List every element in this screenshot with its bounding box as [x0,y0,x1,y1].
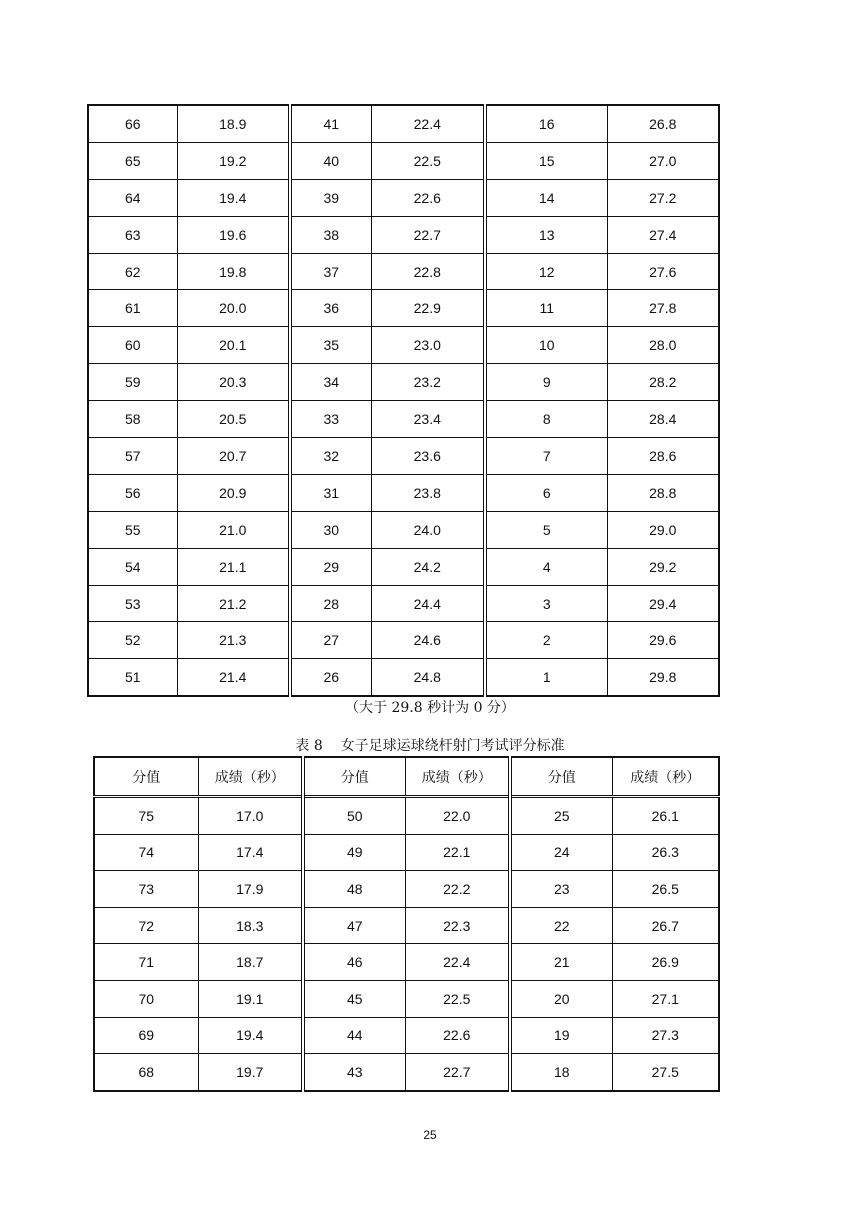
time-cell: 19.1 [198,980,303,1017]
score-cell: 15 [485,142,607,179]
score-cell: 16 [485,105,607,142]
time-cell: 21.3 [177,622,290,659]
time-cell: 22.5 [371,142,485,179]
time-cell: 28.8 [607,474,719,511]
score-cell: 24 [510,834,612,871]
score-cell: 32 [290,438,371,475]
time-cell: 23.4 [371,401,485,438]
table-row [88,105,719,142]
time-cell: 22.8 [371,253,485,290]
table-row [88,474,719,511]
table-row [88,659,719,696]
score-cell: 55 [88,511,177,548]
time-cell: 19.4 [177,179,290,216]
time-cell: 20.0 [177,290,290,327]
table-row [88,290,719,327]
score-cell: 14 [485,179,607,216]
score-cell: 34 [290,364,371,401]
table-row [94,871,719,908]
time-cell: 29.2 [607,548,719,585]
time-cell: 22.7 [371,216,485,253]
score-cell: 48 [303,871,405,908]
time-cell: 20.7 [177,438,290,475]
score-cell: 41 [290,105,371,142]
score-cell: 11 [485,290,607,327]
score-cell: 65 [88,142,177,179]
time-cell: 26.3 [612,834,719,871]
score-cell: 31 [290,474,371,511]
score-cell: 53 [88,585,177,622]
score-cell: 23 [510,871,612,908]
column-header: 分值 [303,757,405,797]
score-cell: 26 [290,659,371,696]
score-cell: 70 [94,980,198,1017]
time-cell: 27.3 [612,1017,719,1054]
score-cell: 49 [303,834,405,871]
time-cell: 21.2 [177,585,290,622]
column-header: 分值 [94,757,198,797]
time-cell: 26.7 [612,907,719,944]
time-cell: 23.6 [371,438,485,475]
time-cell: 21.0 [177,511,290,548]
table-row [88,438,719,475]
time-cell: 29.6 [607,622,719,659]
table-row [88,216,719,253]
score-cell: 39 [290,179,371,216]
score-cell: 59 [88,364,177,401]
time-cell: 26.5 [612,871,719,908]
score-cell: 25 [510,797,612,835]
time-cell: 27.1 [612,980,719,1017]
table-row [88,142,719,179]
score-cell: 56 [88,474,177,511]
time-cell: 27.8 [607,290,719,327]
time-cell: 22.0 [405,797,510,835]
time-cell: 22.1 [405,834,510,871]
table-header-row [94,757,719,797]
time-cell: 24.8 [371,659,485,696]
table-row [94,1054,719,1091]
time-cell: 23.8 [371,474,485,511]
score-cell: 12 [485,253,607,290]
time-cell: 22.2 [405,871,510,908]
time-cell: 19.6 [177,216,290,253]
score-cell: 45 [303,980,405,1017]
time-cell: 27.0 [607,142,719,179]
time-cell: 22.5 [405,980,510,1017]
score-cell: 2 [485,622,607,659]
time-cell: 24.0 [371,511,485,548]
time-cell: 23.0 [371,327,485,364]
score-cell: 27 [290,622,371,659]
time-cell: 18.3 [198,907,303,944]
table-row [94,797,719,835]
table-row [88,327,719,364]
column-header: 成绩（秒） [405,757,510,797]
table-row [94,980,719,1017]
score-cell: 36 [290,290,371,327]
time-cell: 22.4 [371,105,485,142]
time-cell: 18.9 [177,105,290,142]
table-note: （大于 29.8 秒计为 0 分） [345,700,515,716]
table-row [88,401,719,438]
time-cell: 22.6 [371,179,485,216]
score-cell: 63 [88,216,177,253]
score-cell: 8 [485,401,607,438]
table-row [88,622,719,659]
score-cell: 50 [303,797,405,835]
time-cell: 29.0 [607,511,719,548]
score-cell: 73 [94,871,198,908]
score-cell: 20 [510,980,612,1017]
table-row [88,548,719,585]
score-cell: 68 [94,1054,198,1091]
time-cell: 28.6 [607,438,719,475]
score-cell: 7 [485,438,607,475]
time-cell: 21.4 [177,659,290,696]
score-cell: 3 [485,585,607,622]
time-cell: 27.4 [607,216,719,253]
time-cell: 22.9 [371,290,485,327]
time-cell: 26.1 [612,797,719,835]
time-cell: 24.2 [371,548,485,585]
score-cell: 52 [88,622,177,659]
column-header: 分值 [510,757,612,797]
score-cell: 4 [485,548,607,585]
score-cell: 40 [290,142,371,179]
score-cell: 33 [290,401,371,438]
time-cell: 24.6 [371,622,485,659]
table-row [88,179,719,216]
score-cell: 43 [303,1054,405,1091]
score-cell: 9 [485,364,607,401]
time-cell: 19.8 [177,253,290,290]
score-cell: 10 [485,327,607,364]
table-row [94,834,719,871]
column-header: 成绩（秒） [198,757,303,797]
table-row [94,944,719,981]
table-row [88,511,719,548]
table-row [88,585,719,622]
time-cell: 19.2 [177,142,290,179]
score-cell: 37 [290,253,371,290]
score-cell: 1 [485,659,607,696]
score-cell: 44 [303,1017,405,1054]
time-cell: 17.4 [198,834,303,871]
time-cell: 26.8 [607,105,719,142]
time-cell: 27.5 [612,1054,719,1091]
time-cell: 19.7 [198,1054,303,1091]
score-cell: 35 [290,327,371,364]
time-cell: 22.3 [405,907,510,944]
score-cell: 46 [303,944,405,981]
score-cell: 69 [94,1017,198,1054]
time-cell: 17.9 [198,871,303,908]
time-cell: 22.4 [405,944,510,981]
time-cell: 26.9 [612,944,719,981]
score-cell: 54 [88,548,177,585]
score-table-continued [87,104,720,697]
score-cell: 5 [485,511,607,548]
time-cell: 20.3 [177,364,290,401]
table-row [88,364,719,401]
time-cell: 21.1 [177,548,290,585]
score-cell: 51 [88,659,177,696]
table-row [88,253,719,290]
score-cell: 21 [510,944,612,981]
score-cell: 74 [94,834,198,871]
score-cell: 30 [290,511,371,548]
score-cell: 38 [290,216,371,253]
time-cell: 29.8 [607,659,719,696]
score-cell: 29 [290,548,371,585]
time-cell: 27.6 [607,253,719,290]
score-cell: 61 [88,290,177,327]
score-cell: 60 [88,327,177,364]
score-cell: 57 [88,438,177,475]
score-cell: 47 [303,907,405,944]
score-cell: 18 [510,1054,612,1091]
score-cell: 22 [510,907,612,944]
score-cell: 6 [485,474,607,511]
time-cell: 23.2 [371,364,485,401]
score-cell: 71 [94,944,198,981]
time-cell: 28.4 [607,401,719,438]
time-cell: 20.5 [177,401,290,438]
time-cell: 22.6 [405,1017,510,1054]
time-cell: 22.7 [405,1054,510,1091]
score-cell: 75 [94,797,198,835]
womens-football-score-table [93,756,720,1092]
time-cell: 20.9 [177,474,290,511]
table-row [94,907,719,944]
time-cell: 28.0 [607,327,719,364]
time-cell: 19.4 [198,1017,303,1054]
score-cell: 58 [88,401,177,438]
score-cell: 66 [88,105,177,142]
time-cell: 24.4 [371,585,485,622]
score-cell: 62 [88,253,177,290]
time-cell: 27.2 [607,179,719,216]
table-title: 表 8 女子足球运球绕杆射门考试评分标准 [295,738,565,754]
score-cell: 19 [510,1017,612,1054]
time-cell: 20.1 [177,327,290,364]
time-cell: 18.7 [198,944,303,981]
time-cell: 28.2 [607,364,719,401]
score-cell: 13 [485,216,607,253]
time-cell: 17.0 [198,797,303,835]
time-cell: 29.4 [607,585,719,622]
table-row [94,1017,719,1054]
column-header: 成绩（秒） [612,757,719,797]
page-number: 25 [423,1128,437,1142]
score-cell: 72 [94,907,198,944]
score-cell: 64 [88,179,177,216]
score-cell: 28 [290,585,371,622]
